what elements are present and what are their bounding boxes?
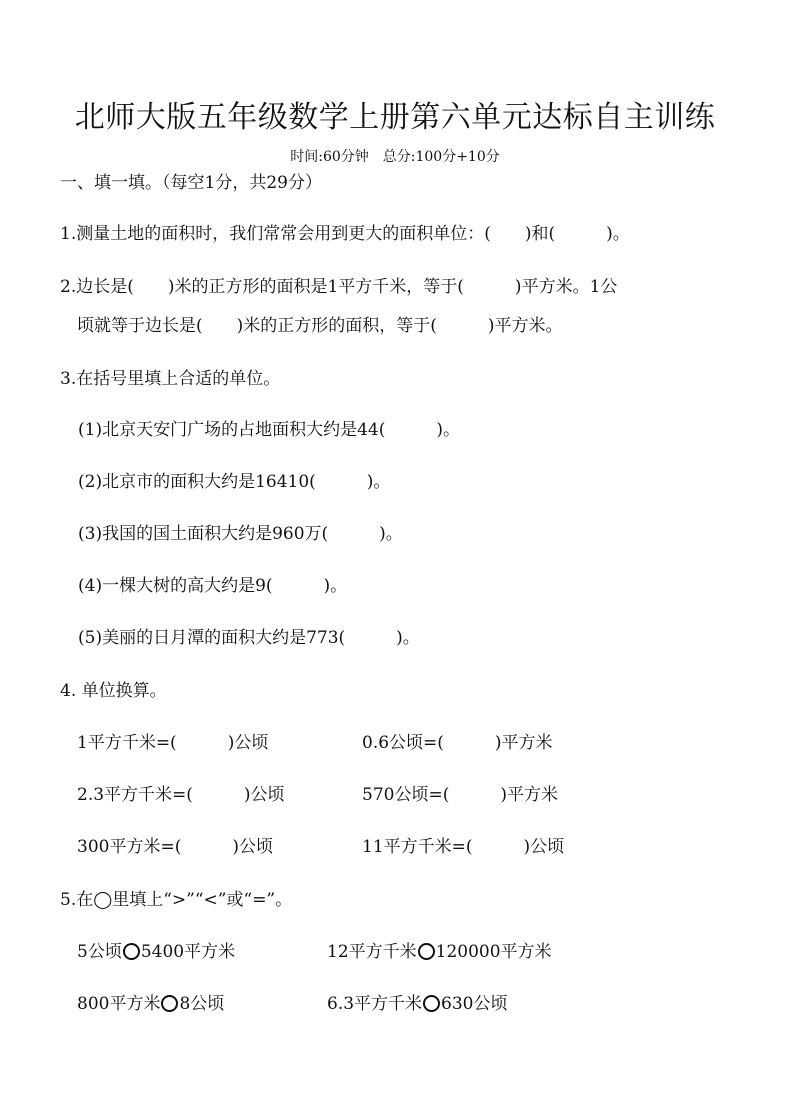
conversion-item: 570公顷=( )平方米 [362, 785, 558, 805]
question-3-item: (5)美丽的日月潭的面积大约是773( )。 [78, 628, 420, 648]
question-3-item: (3)我国的国土面积大约是960万( )。 [78, 524, 403, 544]
circle-blank-icon[interactable] [123, 943, 140, 960]
question-3-item: (2)北京市的面积大约是16410( )。 [78, 472, 391, 492]
exam-info: 时间:60分钟 总分:100分+10分 [290, 149, 500, 165]
conversion-item: 1平方千米=( )公顷 [77, 733, 269, 753]
comparison-item [77, 937, 235, 962]
comparison-left: 6.3平方千米 [327, 994, 423, 1014]
question-3-item: (4)一棵大树的高大约是9( )。 [78, 576, 348, 596]
comparison-left: 800平方米 [77, 994, 161, 1014]
comparison-item [327, 937, 552, 962]
conversion-item: 11平方千米=( )公顷 [362, 837, 565, 857]
question-5-stem: 5.在◯里填上“>”“<”或“=”。 [60, 890, 293, 910]
circle-blank-icon[interactable] [418, 943, 435, 960]
question-3-item: (1)北京天安门广场的占地面积大约是44( )。 [78, 420, 460, 440]
question-2-line-2: 顷就等于边长是( )米的正方形的面积，等于( )平方米。 [60, 316, 563, 336]
comparison-item [327, 989, 508, 1014]
section-heading: 一、填一填。（每空1分，共29分） [60, 173, 322, 193]
comparison-right: 8公顷 [179, 994, 225, 1014]
comparison-right: 5400平方米 [140, 942, 236, 962]
page-title: 北师大版五年级数学上册第六单元达标自主训练 [74, 100, 716, 135]
comparison-right: 630公顷 [441, 994, 508, 1014]
comparison-item [77, 989, 224, 1014]
circle-blank-icon[interactable] [423, 995, 440, 1012]
comparison-left: 5公顷 [77, 942, 122, 962]
circle-blank-icon[interactable] [161, 995, 178, 1012]
question-3-stem: 3.在括号里填上合适的单位。 [60, 369, 281, 389]
conversion-item: 300平方米=( )公顷 [77, 837, 273, 857]
question-4-stem: 4. 单位换算。 [60, 681, 167, 701]
conversion-item: 0.6公顷=( )平方米 [362, 733, 553, 753]
conversion-item: 2.3平方千米=( )公顷 [77, 785, 285, 805]
question-1: 1.测量土地的面积时，我们常常会用到更大的面积单位：( )和( )。 [60, 224, 630, 244]
comparison-left: 12平方千米 [327, 942, 417, 962]
comparison-right: 120000平方米 [435, 942, 552, 962]
question-2-line-1: 2.边长是( )米的正方形的面积是1平方千米，等于( )平方米。1公 [60, 277, 618, 297]
